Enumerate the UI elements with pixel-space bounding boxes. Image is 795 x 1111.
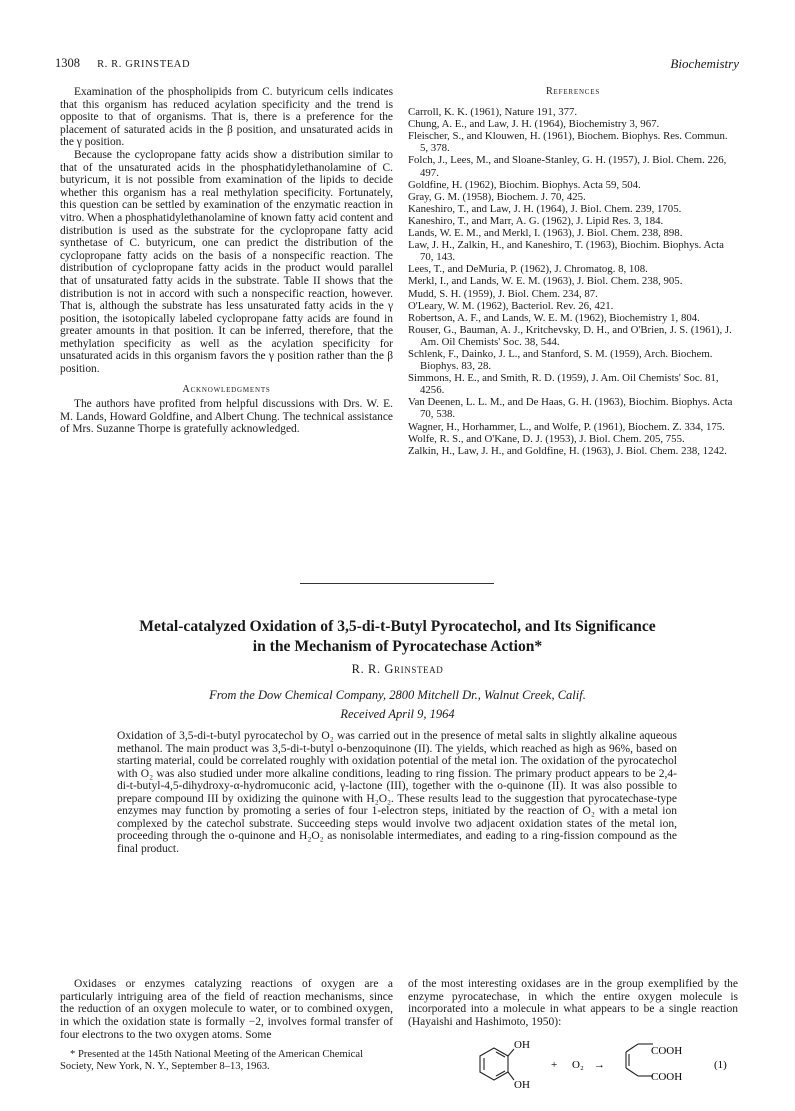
author-byline xyxy=(60,662,735,677)
reference-item: Carroll, K. K. (1961), Nature 191, 377. xyxy=(408,106,578,119)
reference-item: Fleischer, S., and Klouwen, H. (1961), Biochem. Biophys. Res. Commun. 5, 378. xyxy=(408,130,728,155)
body-text-left: Oxidases or enzymes catalyzing reactions of oxygen are a particularly intriguing area of the field of reaction mechanisms, since the reduction of an oxygen molecule to water, or to combined oxygen, in which the oxidation state is formally −2, involves formal transfer of four electrons to the two oxygen atoms. Some xyxy=(60,978,393,1041)
reference-item: Lees, T., and DeMuria, P. (1962), J. Chromatog. 8, 108. xyxy=(408,263,648,276)
article-title xyxy=(60,617,735,657)
footnote: * Presented at the 145th National Meeting of the American Chemical Society, New York, N. Y., September 8–13, 1963. xyxy=(60,1049,364,1072)
reference-list xyxy=(408,106,738,457)
acknowledgments-text: The authors have profited from helpful discussions with Drs. W. E. M. Lands, Howard Goldfine, and Albert Chung. The technical assistance of Mrs. Suzanne Thorpe is gratefully acknowledged. xyxy=(60,398,393,436)
affiliation: From the Dow Chemical Company, 2800 Mitchell Dr., Walnut Creek, Calif. xyxy=(209,688,586,702)
references-heading-text: References xyxy=(545,86,601,97)
title-line-2: in the Mechanism of Pyrocatechase Action* xyxy=(252,638,543,655)
reference-item: Law, J. H., Zalkin, H., and Kaneshiro, T. (1963), Biochim. Biophys. Acta 70, 143. xyxy=(408,239,724,264)
journal-name: Biochemistry xyxy=(670,56,739,71)
carboxyl-bottom: COOH xyxy=(651,1071,683,1083)
reference-item: Rouser, G., Bauman, A. J., Kritchevsky, D. H., and O'Brien, J. S. (1961), J. Am. Oil Chemists' Soc. 38, 544. xyxy=(408,323,732,348)
reference-item: O'Leary, W. M. (1962), Bacteriol. Rev. 26, 421. xyxy=(408,299,614,312)
left-column xyxy=(60,86,393,436)
reference-item: Merkl, I., and Lands, W. E. M. (1963), J. Biol. Chem. 238, 905. xyxy=(408,275,683,288)
page-number: 1308 xyxy=(55,56,80,70)
muconic-acid-structure xyxy=(626,1044,653,1076)
references-heading xyxy=(408,86,738,98)
equation-number: (1) xyxy=(714,1059,727,1071)
acknowledgments-heading-text: Acknowledgments xyxy=(182,383,271,395)
reference-item: Zalkin, H., Law, J. H., and Goldfine, H. (1963), J. Biol. Chem. 238, 1242. xyxy=(408,444,727,457)
reference-item: Wagner, H., Horhammer, L., and Wolfe, P. (1961), Biochem. Z. 334, 175. xyxy=(408,420,725,433)
oxygen-reagent: O₂ xyxy=(572,1059,584,1071)
reference-item: Kaneshiro, T., and Law, J. H. (1964), J. Biol. Chem. 239, 1705. xyxy=(408,202,682,215)
body-text-right: of the most interesting oxidases are in the group exemplified by the enzyme pyrocatechase, in which the entire oxygen molecule is incorporated into a molecule in what appears to be a single reaction (Hayaishi and Hashimoto, 1950): xyxy=(408,978,738,1029)
title-line-1: Metal-catalyzed Oxidation of 3,5-di-t-Butyl Pyrocatechol, and Its Significance xyxy=(139,618,656,635)
acknowledgments-heading xyxy=(60,384,393,397)
reference-item: Wolfe, R. S., and O'Kane, D. J. (1953), J. Biol. Chem. 205, 755. xyxy=(408,432,685,445)
references-section xyxy=(408,86,738,457)
author-name: R. R. Grinstead xyxy=(351,662,444,676)
reference-item: Kaneshiro, T., and Marr, A. G. (1962), J. Lipid Res. 3, 184. xyxy=(408,214,664,227)
hydroxyl-top: OH xyxy=(514,1039,530,1051)
reference-item: Van Deenen, L. L. M., and De Haas, G. H. (1963), Biochim. Biophys. Acta 70, 538. xyxy=(408,396,733,421)
reference-item: Folch, J., Lees, M., and Sloane-Stanley, G. H. (1957), J. Biol. Chem. 226, 497. xyxy=(408,154,727,179)
abstract: Oxidation of 3,5-di-t-butyl pyrocatechol by O₂ was carried out in the presence of metal salts in slightly alkaline aqueous methanol. The main product was 3,5-di-t-butyl o-benzoquinone (II). The yields, which reached as high as 96%, based on starting material, could be correlated roughly with oxidation potential of the metal ion. The oxidation of the pyrocatechol with O₂ was also studied under more alkaline conditions, leading to ring fission. The primary product appears to be 2,4-di-t-butyl-4,5-dihydroxy-α-hydromuconic acid, γ-lactone (III), together with the o-quinone (II). It was also possible to prepare compound III by oxidizing the quinone with H₂O₂. These results lead to the suggestion that pyrocatechase-type enzymes may function by promoting a series of four 1-electron steps, initiated by the reaction of O₂ with a metal ion complexed by the catechol substrate. Succeeding steps would involve two adjacent oxidation states of the metal ion, proceeding through the o-quinone and H₂O₂ as nonisolable intermediates, and eading to a ring-fission compound as the final product. xyxy=(117,730,677,855)
reaction-arrow: → xyxy=(594,1059,605,1071)
reference-item: Lands, W. E. M., and Merkl, I. (1963), J. Biol. Chem. 238, 898. xyxy=(408,227,683,240)
page-header-left xyxy=(55,56,190,71)
catechol-structure xyxy=(480,1048,514,1080)
reference-item: Chung, A. E., and Law, J. H. (1964), Biochemistry 3, 967. xyxy=(408,118,660,131)
paragraph-1: Examination of the phospholipids from C. butyricum cells indicates that this organism has reduced acylation specificity and the trend is opposite to that of organisms. That is, there is a preference for the placement of saturated acids in the β position, and unsaturated acids in the γ position. xyxy=(60,86,393,149)
reference-item: Schlenk, F., Dainko, J. L., and Stanford, S. M. (1959), Arch. Biochem. Biophys. 83, 28. xyxy=(408,347,713,373)
reference-item: Robertson, A. F., and Lands, W. E. M. (1962), Biochemistry 1, 804. xyxy=(408,311,700,324)
reference-item: Gray, G. M. (1958), Biochem. J. 70, 425. xyxy=(408,190,586,203)
plus-sign: + xyxy=(551,1059,558,1071)
reference-item: Mudd, S. H. (1959), J. Biol. Chem. 234, 87. xyxy=(408,287,598,300)
reference-item: Goldfine, H. (1962), Biochim. Biophys. Acta 59, 504. xyxy=(408,178,641,191)
hydroxyl-bottom: OH xyxy=(514,1079,530,1091)
section-divider xyxy=(300,583,494,584)
carboxyl-top: COOH xyxy=(651,1045,683,1057)
running-author: R. R. GRINSTEAD xyxy=(97,59,191,70)
reference-item: Simmons, H. E., and Smith, R. D. (1959), J. Am. Oil Chemists' Soc. 81, 4256. xyxy=(408,372,719,397)
paragraph-2: Because the cyclopropane fatty acids show a distribution similar to that of the unsaturated acids in the phosphatidylethanolamine of C. butyricum, it is not possible from examination of the lipids to decide whether this organism has a real methylation specificity. Fortunately, this question can be settled by examination of the enzymatic reaction in vitro. When a phosphatidylethanolamine of known fatty acid content and distribution is used as the substrate for the cyclopropane fatty acid synthetase of C. butyricum, one can predict the distribution of the cyclopropane fatty acids on the basis of a nonspecific reaction. The distribution of cyclopropane fatty acids in the product would parallel that of unsaturated fatty acids in the substrate. Table II shows that the distribution is not in accord with such a nonspecific reaction, however. That is, although the substrate has less unsaturated fatty acids in the γ position, the isotopically labeled cyclopropane fatty acids are found in greater amounts in that position. It can be inferred, therefore, that the methylation specificity as well as the acylation specificity for unsaturated acids in this organism favors the γ position rather than the β position. xyxy=(60,148,393,376)
received-date: Received April 9, 1964 xyxy=(340,707,455,721)
reaction-equation xyxy=(468,1030,738,1092)
